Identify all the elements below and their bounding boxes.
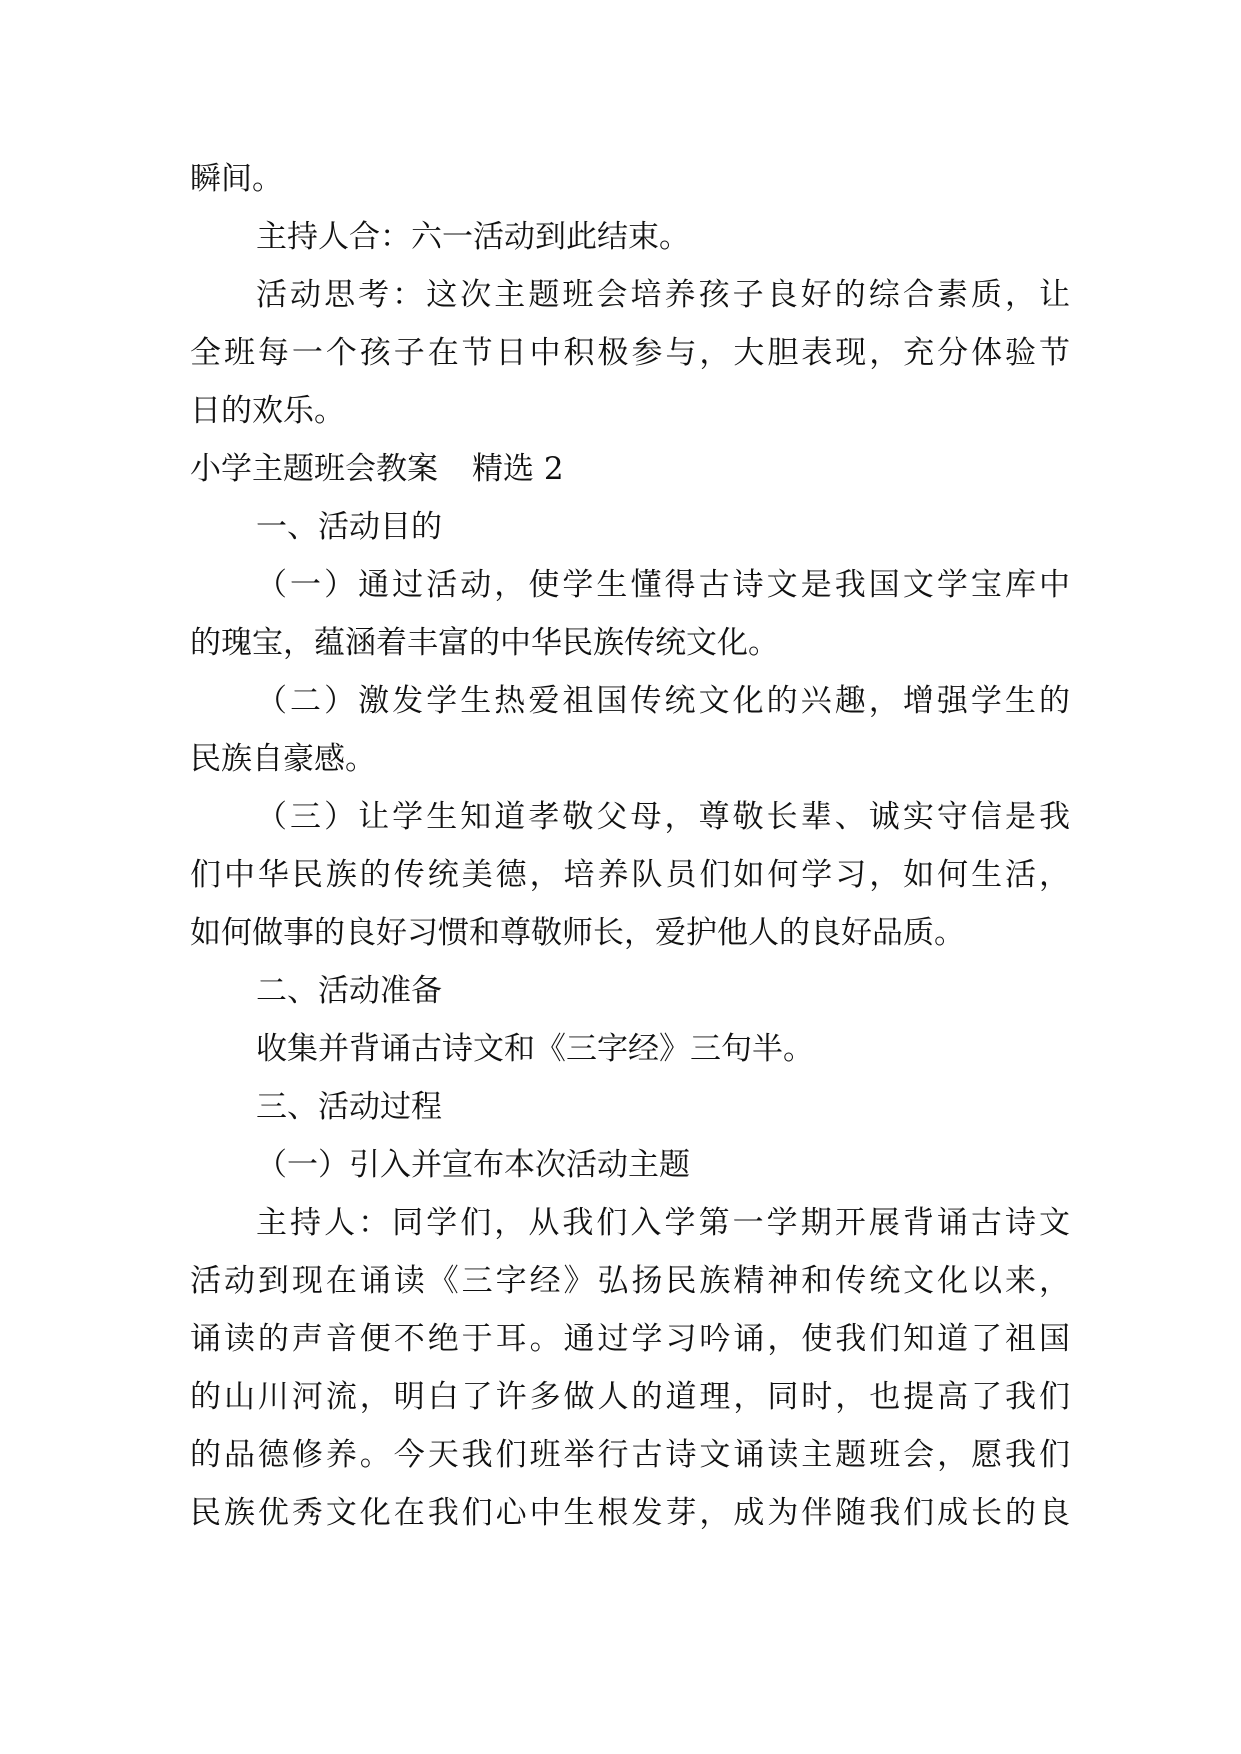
text-line-content: 一、活动目的 [256,509,442,545]
text-line-content: （二）激发学生热爱祖国传统文化的兴趣，增强学生的 [256,683,1074,719]
text-line-content: 主持人：同学们，从我们入学第一学期开展背诵古诗文 [256,1205,1074,1241]
text-line [190,498,1070,556]
text-line [190,1078,1070,1136]
text-line [190,1426,1073,1484]
text-line-content: 诵读的声音便不绝于耳。通过学习吟诵，使我们知道了祖国 [190,1321,1073,1357]
text-line [190,1368,1073,1426]
text-line-content: 如何做事的良好习惯和尊敬师长，爱护他人的良好品质。 [190,915,965,951]
text-line [190,672,1074,730]
document-body [190,150,1074,1542]
text-line [190,556,1074,614]
text-line-content: 们中华民族的传统美德，培养队员们如何学习，如何生活， [190,857,1073,893]
text-line [190,266,1074,324]
text-line [190,1136,1070,1194]
text-line [190,1310,1073,1368]
text-line [190,208,1070,266]
section-heading-title: 小学主题班会教案 [190,451,438,487]
text-line [190,904,1070,962]
text-line-content: 收集并背诵古诗文和《三字经》三句半。 [256,1031,814,1067]
text-line-content: （一）通过活动，使学生懂得古诗文是我国文学宝库中 [256,567,1074,603]
text-line [190,846,1073,904]
text-line [190,614,1070,672]
text-line-content: 瞬间。 [190,161,283,197]
text-line-content: 的瑰宝，蕴涵着丰富的中华民族传统文化。 [190,625,779,661]
text-line-content: 三、活动过程 [256,1089,442,1125]
text-line-content: 日的欢乐。 [190,393,345,429]
text-line-content: （一）引入并宣布本次活动主题 [256,1147,690,1183]
text-line [190,788,1074,846]
text-line [190,730,1070,788]
text-line-content: 二、活动准备 [256,973,442,1009]
text-line-content: 的山川河流，明白了许多做人的道理，同时，也提高了我们 [190,1379,1073,1415]
text-line [190,324,1073,382]
section-heading [190,440,1070,498]
text-line-content: 活动思考：这次主题班会培养孩子良好的综合素质，让 [256,277,1074,313]
text-line-content: 民族优秀文化在我们心中生根发芽，成为伴随我们成长的良 [190,1495,1073,1531]
text-line [190,150,1070,208]
text-line [190,962,1070,1020]
text-line-content: （三）让学生知道孝敬父母，尊敬长辈、诚实守信是我 [256,799,1074,835]
text-line [190,1020,1070,1078]
text-line-content: 主持人合：六一活动到此结束。 [256,219,690,255]
text-line-content: 活动到现在诵读《三字经》弘扬民族精神和传统文化以来， [190,1263,1073,1299]
text-line [190,1194,1074,1252]
text-line [190,1484,1073,1542]
text-line [190,382,1070,440]
text-line-content: 的品德修养。今天我们班举行古诗文诵读主题班会，愿我们 [190,1437,1073,1473]
text-line-content: 民族自豪感。 [190,741,376,777]
text-line [190,1252,1073,1310]
section-heading-suffix: 精选 2 [472,451,564,487]
text-line-content: 全班每一个孩子在节日中积极参与，大胆表现，充分体验节 [190,335,1073,371]
